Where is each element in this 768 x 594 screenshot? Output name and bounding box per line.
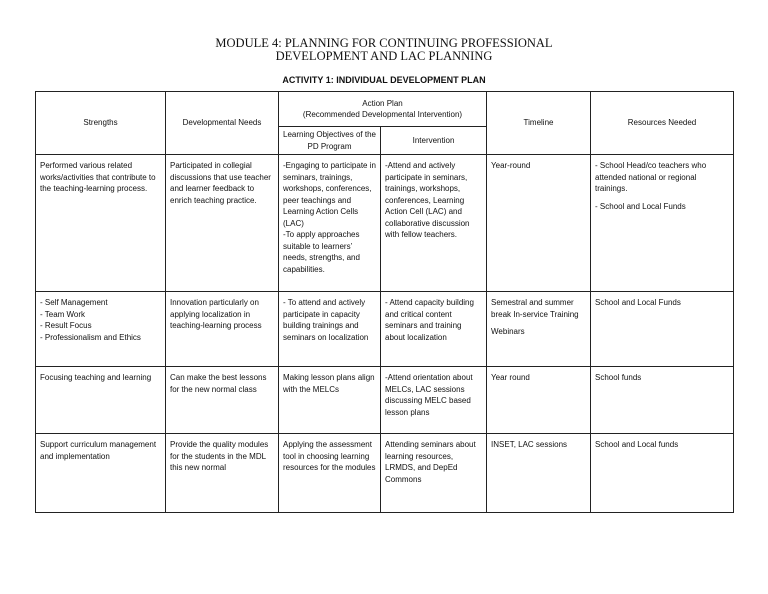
header-learning-objectives: Learning Objectives of the PD Program [279,127,381,155]
strength-item: - Self Management [40,298,108,307]
module-title-line1: MODULE 4: PLANNING FOR CONTINUING PROFESSIONAL [215,36,553,50]
strength-item: - Result Focus [40,321,92,330]
cell-strengths: Focusing teaching and learning [36,367,166,434]
table-row [36,155,734,292]
header-resources: Resources Needed [591,92,734,155]
cell-needs: Provide the quality modules for the students in the MDL this new normal [166,434,279,513]
header-action-plan-sub: (Recommended Developmental Intervention) [302,110,463,119]
header-timeline: Timeline [487,92,591,155]
development-plan-table [35,91,734,513]
cell-timeline [487,292,591,367]
cell-timeline: Year-round [487,155,591,292]
cell-strengths [36,292,166,367]
activity-title: ACTIVITY 1: INDIVIDUAL DEVELOPMENT PLAN [282,75,486,85]
header-strengths: Strengths [36,92,166,155]
table-row [36,292,734,367]
header-developmental-needs: Developmental Needs [166,92,279,155]
cell-resources: School and Local funds [591,434,734,513]
cell-objectives: - To attend and actively participate in capacity building trainings and seminars on localization [279,292,381,367]
cell-intervention: -Attend orientation about MELCs, LAC sessions discussing MELC based lesson plans [381,367,487,434]
objective-text: -Engaging to participate in seminars, trainings, workshops, conferences, peer teachings and Learning Action Cells (LAC) [283,161,376,228]
cell-objectives: Applying the assessment tool in choosing learning resources for the modules [279,434,381,513]
timeline-text: Webinars [491,327,525,336]
header-action-plan-title: Action Plan [362,98,403,108]
cell-timeline: INSET, LAC sessions [487,434,591,513]
resource-text: - School and Local Funds [595,201,686,211]
cell-strengths: Performed various related works/activities that contribute to the teaching-learning process. [36,155,166,292]
cell-intervention: - Attend capacity building and critical content seminars and training about localization [381,292,487,367]
cell-resources: School and Local Funds [591,292,734,367]
strength-item: - Professionalism and Ethics [40,332,141,342]
timeline-text: Semestral and summer break In-service Training [491,298,579,319]
cell-objectives [279,155,381,292]
cell-intervention: Attending seminars about learning resources, LRMDS, and DepEd Commons [381,434,487,513]
header-action-plan [279,92,487,127]
header-intervention: Intervention [381,127,487,155]
strength-item: - Team Work [40,309,86,319]
cell-resources [591,155,734,292]
cell-needs: Can make the best lessons for the new normal class [166,367,279,434]
cell-intervention: -Attend and actively participate in seminars, trainings, workshops, conferences, Learning Action Cell (LAC) and collaborative discussion with fellow teachers. [381,155,487,292]
cell-needs: Innovation particularly on applying localization in teaching-learning process [166,292,279,367]
resource-text: - School Head/co teachers who attended national or regional trainings. [595,161,707,193]
objective-text: -To apply approaches suitable to learners’ needs, strengths, and capabilities. [283,230,360,274]
module-title-line2: DEVELOPMENT AND LAC PLANNING [275,49,493,63]
table-row [36,434,734,513]
cell-strengths: Support curriculum management and implementation [36,434,166,513]
table-row [36,367,734,434]
cell-objectives: Making lesson plans align with the MELCs [279,367,381,434]
cell-needs: Participated in collegial discussions that use teacher and learner feedback to enrich teaching practice. [166,155,279,292]
cell-resources: School funds [591,367,734,434]
cell-timeline: Year round [487,367,591,434]
